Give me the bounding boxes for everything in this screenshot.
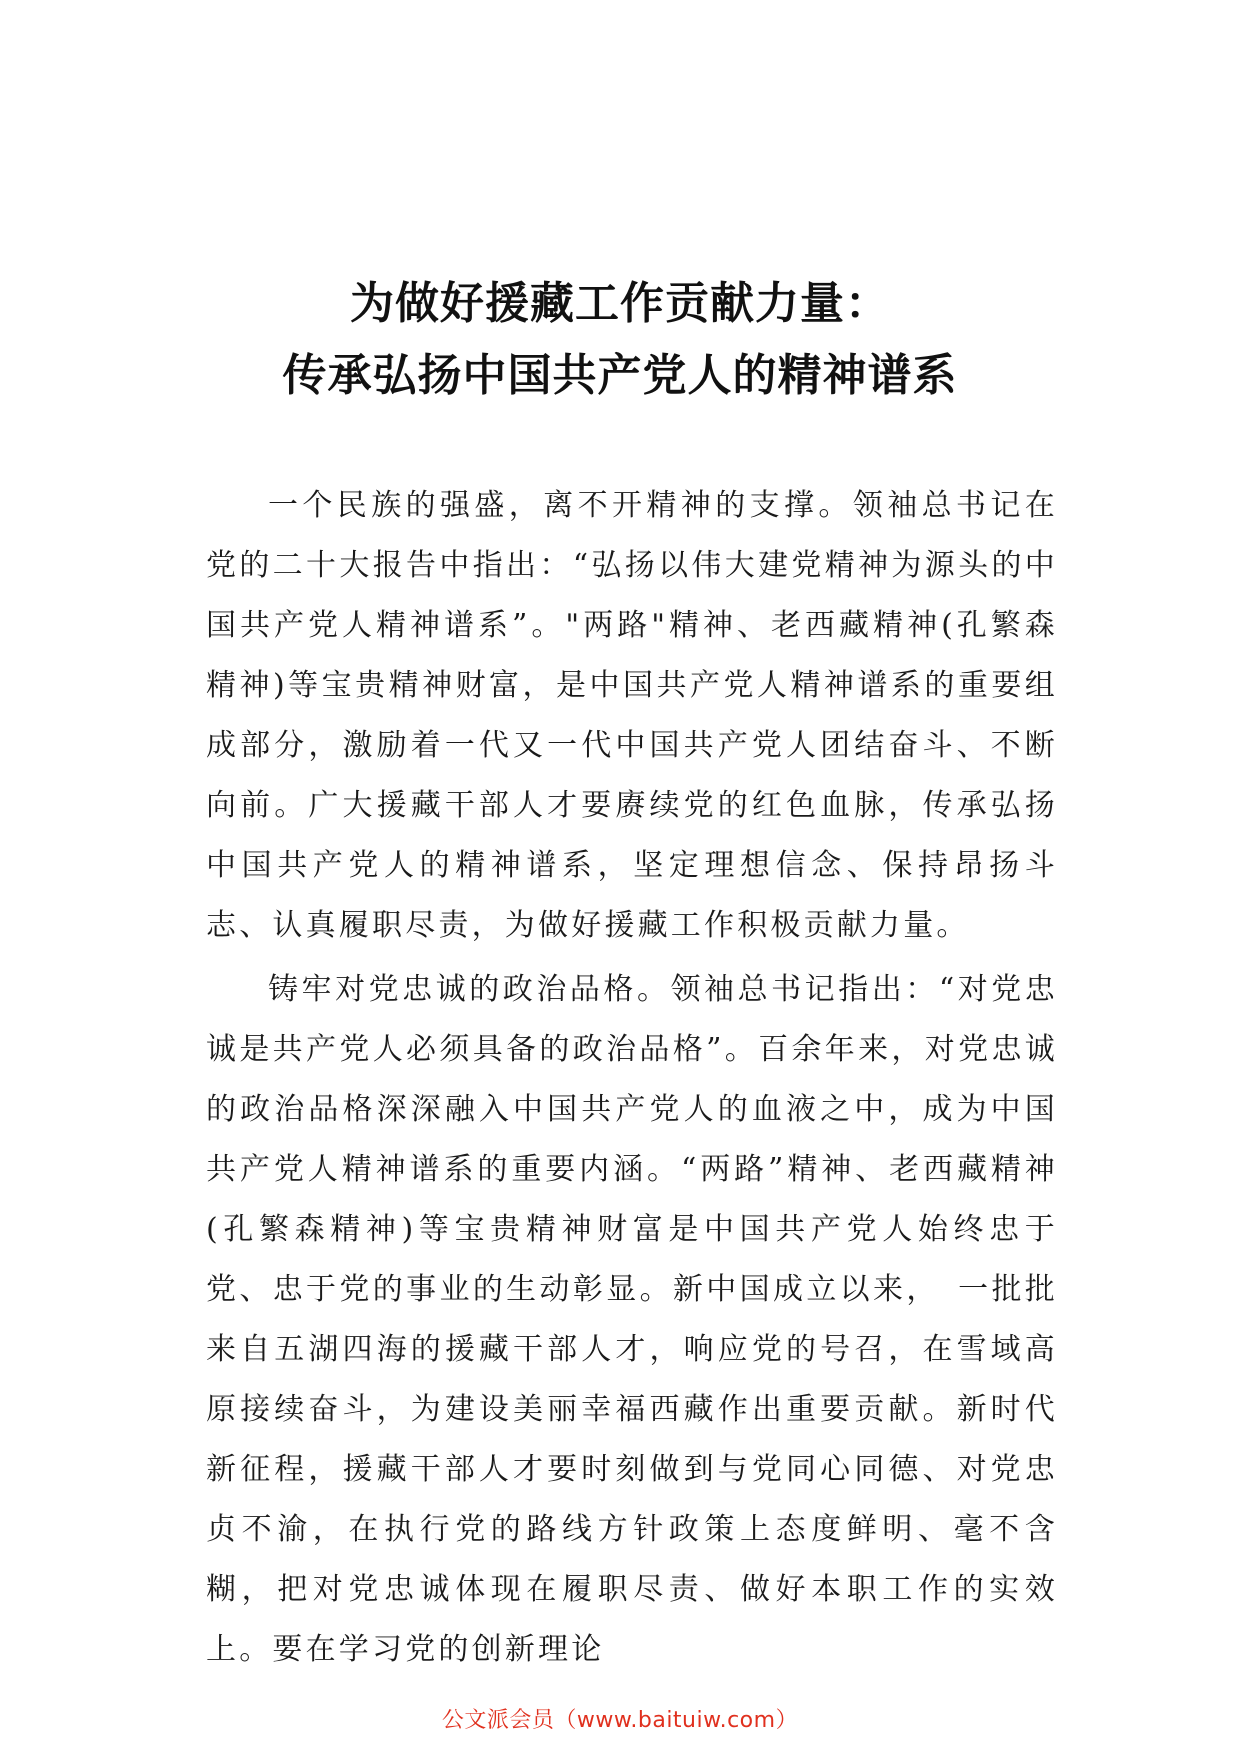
page-title xyxy=(0,268,1240,412)
title-line-2: 传承弘扬中国共产党人的精神谱系 xyxy=(282,350,958,401)
title-line-1: 为做好援藏工作贡献力量： xyxy=(350,278,890,329)
document-body xyxy=(206,476,1058,1680)
footer-watermark: 公文派会员（www.baituiw.com） xyxy=(441,1708,799,1733)
paragraph-2: 铸牢对党忠诚的政治品格。领袖总书记指出：“对党忠诚是共产党人必须具备的政治品格”。百余年来，对党忠诚的政治品格深深融入中国共产党人的血液之中，成为中国共产党人精神谱系的重要内涵。“两路”精神、老西藏精神(孔繁森精神)等宝贵精神财富是中国共产党人始终忠于党、忠于党的事业的生动彰显。新中国成立以来， 一批批来自五湖四海的援藏干部人才，响应党的号召，在雪域高原接续奋斗，为建设美丽幸福西藏作出重要贡献。新时代新征程，援藏干部人才要时刻做到与党同心同德、对党忠贞不渝，在执行党的路线方针政策上态度鲜明、毫不含糊，把对党忠诚体现在履职尽责、做好本职工作的实效上。要在学习党的创新理论 xyxy=(206,972,1058,1667)
paragraph-1: 一个民族的强盛，离不开精神的支撑。领袖总书记在党的二十大报告中指出：“弘扬以伟大建党精神为源头的中国共产党人精神谱系”。"两路"精神、老西藏精神(孔繁森精神)等宝贵精神财富，是中国共产党人精神谱系的重要组成部分，激励着一代又一代中国共产党人团结奋斗、不断向前。广大援藏干部人才要赓续党的红色血脉，传承弘扬中国共产党人的精神谱系，坚定理想信念、保持昂扬斗志、认真履职尽责，为做好援藏工作积极贡献力量。 xyxy=(206,488,1058,943)
